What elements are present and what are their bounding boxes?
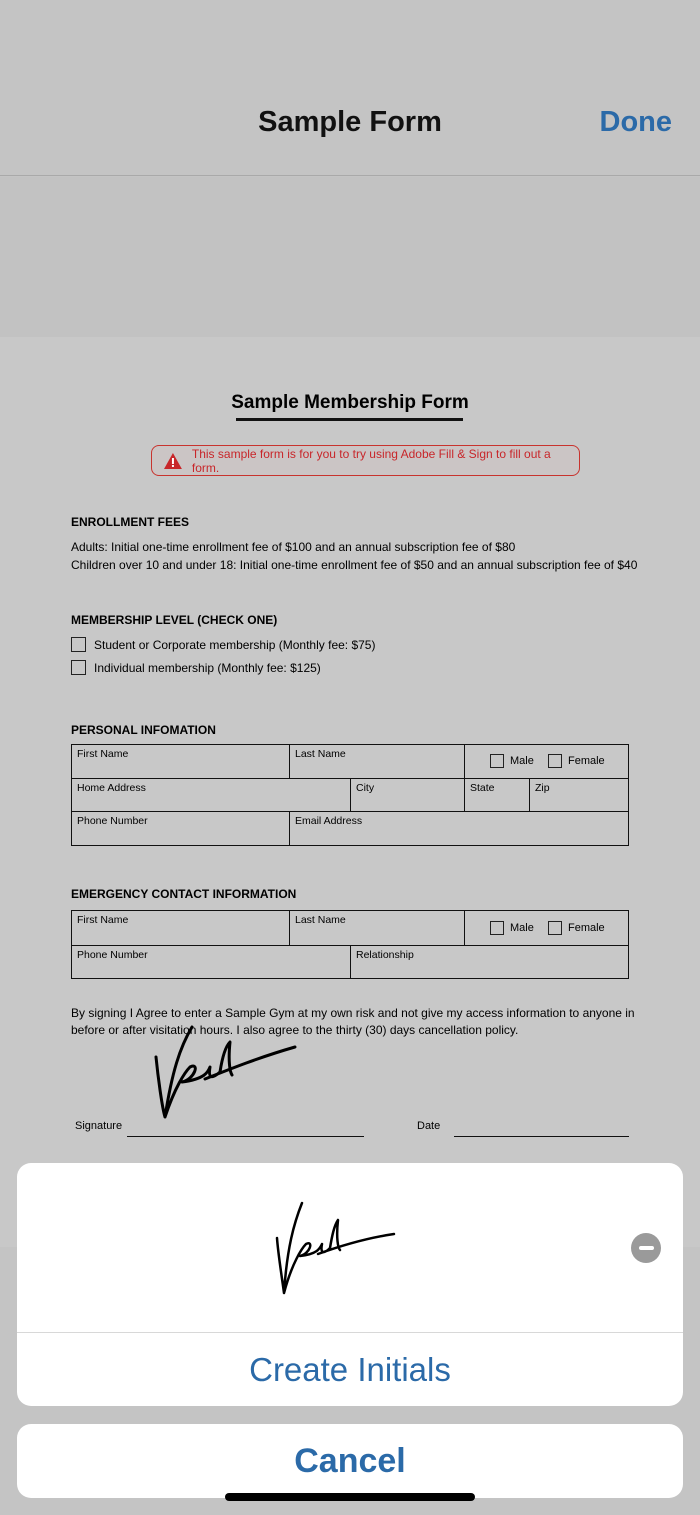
first-name-field[interactable]: [72, 745, 290, 779]
emergency-last-name-field[interactable]: [290, 911, 465, 946]
female-label: Female: [568, 922, 605, 934]
home-address-field[interactable]: [72, 779, 351, 812]
male-option[interactable]: [490, 754, 534, 768]
male-checkbox[interactable]: [490, 921, 504, 935]
field-label: Phone Number: [77, 815, 148, 827]
field-label: Last Name: [295, 748, 346, 760]
state-field[interactable]: [465, 779, 530, 812]
emergency-male-option[interactable]: [490, 921, 534, 935]
female-checkbox[interactable]: [548, 921, 562, 935]
placed-signature[interactable]: [150, 1017, 300, 1132]
membership-checkbox[interactable]: [71, 637, 86, 652]
form-document[interactable]: [0, 337, 700, 1247]
field-label: State: [470, 782, 495, 794]
minus-icon: [639, 1246, 654, 1250]
membership-option-student[interactable]: [71, 637, 375, 652]
male-checkbox[interactable]: [490, 754, 504, 768]
signature-action-sheet: [17, 1163, 683, 1406]
enrollment-line-adults: Adults: Initial one-time enrollment fee of $100 and an annual subscription fee of $80: [71, 540, 516, 554]
membership-checkbox[interactable]: [71, 660, 86, 675]
zip-field[interactable]: [530, 779, 628, 812]
date-line[interactable]: [454, 1136, 629, 1137]
alert-text: This sample form is for you to try using Adobe Fill & Sign to fill out a form.: [191, 446, 551, 475]
signature-line[interactable]: [127, 1136, 364, 1137]
consent-text: By signing I Agree to enter a Sample Gym at my own risk and not give my access information to anyone in before or after visitation hours. I also agree to the thirty (30) days cancellation policy.: [71, 1006, 635, 1037]
personal-heading: PERSONAL INFOMATION: [71, 723, 216, 737]
field-label: City: [356, 782, 375, 794]
emergency-phone-field[interactable]: [72, 946, 351, 978]
membership-option-label: Individual membership (Monthly fee: $125): [94, 660, 321, 675]
emergency-female-option[interactable]: [548, 921, 605, 935]
email-field[interactable]: [290, 812, 628, 845]
create-initials-button[interactable]: Create Initials: [249, 1350, 451, 1388]
field-label: Last Name: [295, 914, 346, 926]
signature-label: Signature: [75, 1120, 123, 1132]
male-label: Male: [510, 922, 534, 934]
emergency-heading: EMERGENCY CONTACT INFORMATION: [71, 887, 297, 901]
female-checkbox[interactable]: [548, 754, 562, 768]
personal-info-table: [71, 744, 629, 846]
emergency-contact-table: [71, 910, 629, 979]
enrollment-line-children: Children over 10 and under 18: Initial one-time enrollment fee of $50 and an annual subscription fee of $40: [71, 558, 638, 572]
warning-icon: [164, 453, 182, 469]
remove-signature-button[interactable]: [631, 1233, 661, 1263]
male-label: Male: [510, 755, 534, 767]
female-option[interactable]: [548, 754, 605, 768]
title-underline: [236, 418, 463, 421]
home-indicator: [225, 1493, 475, 1501]
alert-banner: [151, 445, 580, 476]
date-label: Date: [417, 1120, 441, 1132]
field-label: Email Address: [295, 815, 363, 827]
emergency-first-name-field[interactable]: [72, 911, 290, 946]
relationship-field[interactable]: [351, 946, 628, 978]
saved-signature[interactable]: [272, 1198, 397, 1298]
field-label: Relationship: [356, 949, 414, 961]
enrollment-heading: ENROLLMENT FEES: [71, 515, 190, 529]
membership-heading: MEMBERSHIP LEVEL (CHECK ONE): [71, 613, 278, 627]
cancel-button[interactable]: Cancel: [17, 1424, 683, 1498]
navigation-bar: [0, 0, 700, 176]
last-name-field[interactable]: [290, 745, 465, 779]
phone-field[interactable]: [72, 812, 290, 845]
field-label: Zip: [535, 782, 550, 794]
field-label: Home Address: [77, 782, 146, 794]
field-label: First Name: [77, 914, 129, 926]
document-title: Sample Membership Form: [231, 392, 469, 413]
page-title: Sample Form: [258, 106, 442, 138]
field-label: Phone Number: [77, 949, 148, 961]
field-label: First Name: [77, 748, 129, 760]
membership-option-individual[interactable]: [71, 660, 321, 675]
membership-option-label: Student or Corporate membership (Monthly fee: $75): [94, 637, 376, 652]
document-margin: [0, 177, 700, 337]
done-button[interactable]: Done: [599, 106, 672, 138]
female-label: Female: [568, 755, 605, 767]
city-field[interactable]: [351, 779, 465, 812]
